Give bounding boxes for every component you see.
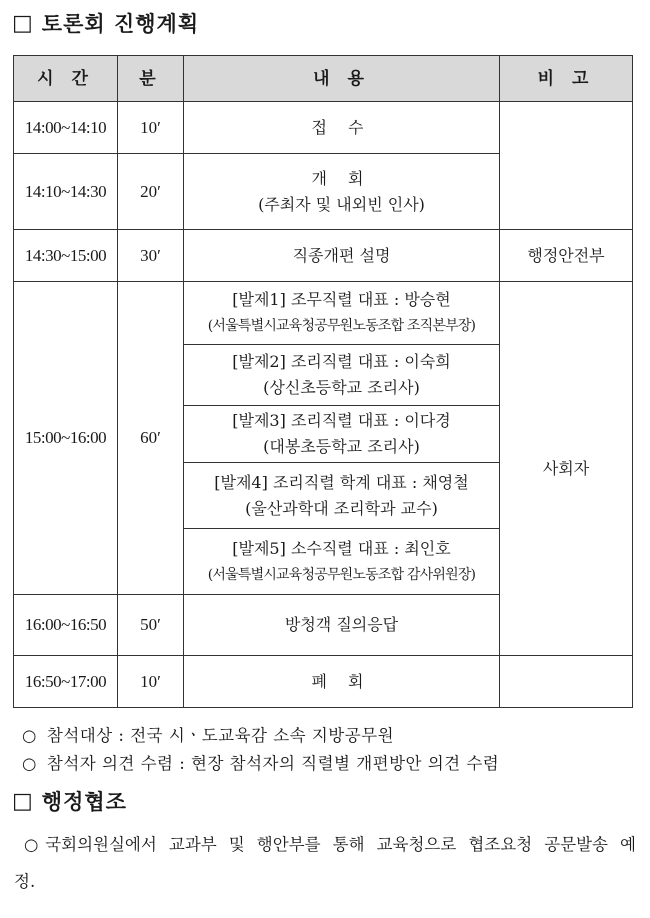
checkbox-square-icon: □ <box>12 10 34 36</box>
time-cell: 15:00~16:00 <box>14 282 118 595</box>
content-cell <box>184 154 500 230</box>
presentation-affiliation: (울산과학대 조리학과 교수) <box>245 498 438 518</box>
time-cell: 16:50~17:00 <box>14 656 118 708</box>
presentation-title: [발제3] 조리직렬 대표 : 이다경 <box>232 411 451 430</box>
minutes-cell: 10′ <box>118 102 184 154</box>
admin-paragraph <box>14 826 636 900</box>
minutes-cell: 10′ <box>118 656 184 708</box>
section-title-admin <box>12 786 127 816</box>
presentation-title: [발제5] 소수직렬 대표 : 최인호 <box>232 538 451 558</box>
table-row <box>14 102 633 154</box>
bullet-list <box>22 722 499 778</box>
table-row <box>14 230 633 282</box>
presentation-cell <box>184 529 500 595</box>
section-title-text: 행정협조 <box>41 790 127 814</box>
header-minutes: 분 <box>118 56 184 102</box>
time-cell: 16:00~16:50 <box>14 595 118 656</box>
header-time: 시 간 <box>14 56 118 102</box>
table-row <box>14 656 633 708</box>
presentation-affiliation: (상신초등학교 조리사) <box>263 378 420 397</box>
presentation-cell <box>184 406 500 463</box>
content-cell: 직종개편 설명 <box>184 230 500 282</box>
note-cell-empty <box>500 102 633 230</box>
presentation-title: [발제2] 조리직렬 대표 : 이숙희 <box>232 352 451 371</box>
circle-bullet-icon: ○ <box>22 726 37 745</box>
content-cell: 방청객 질의응답 <box>184 595 500 656</box>
presentation-affiliation: (대봉초등학교 조리사) <box>263 437 420 456</box>
header-content: 내 용 <box>184 56 500 102</box>
presentation-cell <box>184 463 500 529</box>
minutes-cell: 50′ <box>118 595 184 656</box>
note-cell-empty <box>500 656 633 708</box>
list-item <box>22 722 499 750</box>
presentation-title: [발제1] 조무직렬 대표 : 방승현 <box>232 290 451 309</box>
list-item <box>22 750 499 778</box>
minutes-cell: 30′ <box>118 230 184 282</box>
header-note: 비 고 <box>500 56 633 102</box>
bullet-text: 참석대상 : 전국 시ㆍ도교육감 소속 지방공무원 <box>46 726 395 745</box>
presentation-affiliation: (서울특별시교육청공무원노동조합 감사위원장) <box>207 566 476 583</box>
content-sub: (주최자 및 내외빈 인사) <box>258 194 425 214</box>
time-cell: 14:00~14:10 <box>14 102 118 154</box>
presentation-title: [발제4] 조리직렬 학계 대표 : 채영철 <box>214 472 469 492</box>
presentation-affiliation: (서울특별시교육청공무원노동조합 조직본부장) <box>207 318 476 334</box>
time-cell: 14:10~14:30 <box>14 154 118 230</box>
section-title-text: 토론회 진행계획 <box>41 12 200 36</box>
content-cell: 접 수 <box>184 102 500 154</box>
content-cell: 폐 회 <box>184 656 500 708</box>
presentation-cell <box>184 345 500 406</box>
minutes-cell: 20′ <box>118 154 184 230</box>
paragraph-text: 국회의원실에서 교과부 및 행안부를 통해 교육청으로 협조요청 공문발송 예정. <box>14 835 636 891</box>
checkbox-square-icon: □ <box>12 788 34 814</box>
note-cell: 행정안전부 <box>500 230 633 282</box>
circle-bullet-icon: ○ <box>22 754 37 773</box>
circle-bullet-icon: ○ <box>24 835 40 854</box>
bullet-text: 참석자 의견 수렴 : 현장 참석자의 직렬별 개편방안 의견 수렴 <box>46 754 500 773</box>
section-title-plan <box>12 8 199 38</box>
minutes-cell: 60′ <box>118 282 184 595</box>
table-row <box>14 282 633 345</box>
presentation-cell <box>184 282 500 345</box>
time-cell: 14:30~15:00 <box>14 230 118 282</box>
note-cell: 사회자 <box>500 282 633 656</box>
content-main: 개 회 <box>311 168 372 188</box>
table-header-row <box>14 56 633 102</box>
schedule-table <box>13 55 633 708</box>
